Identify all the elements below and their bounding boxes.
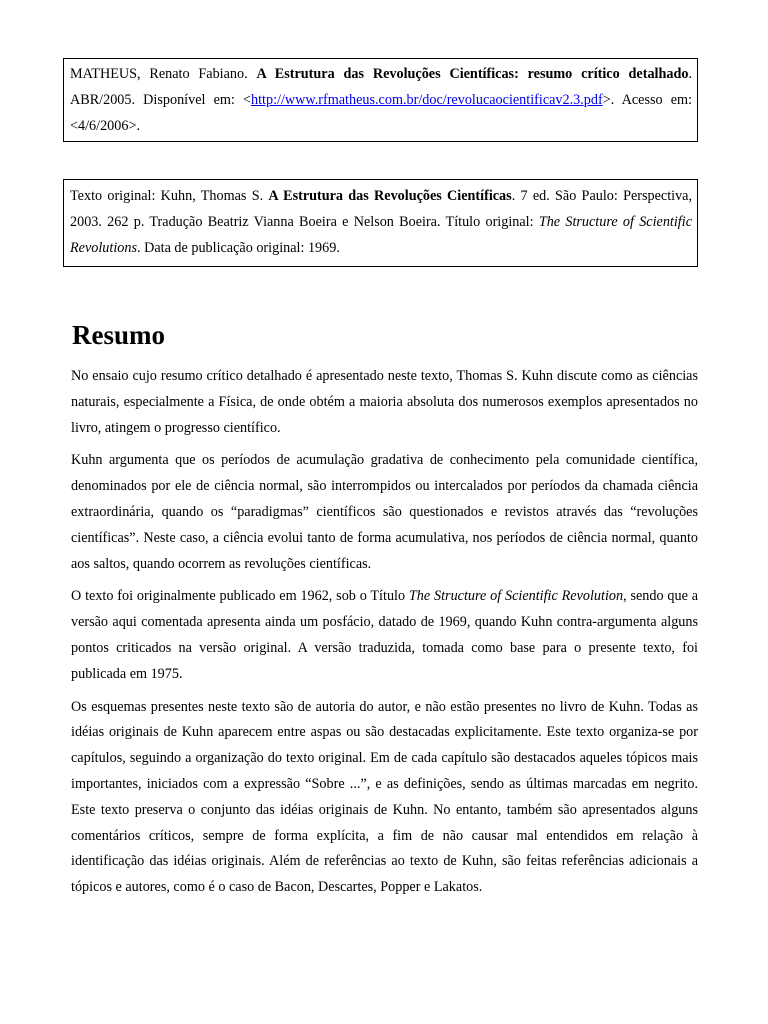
paragraph-4: Os esquemas presentes neste texto são de autoria do autor, e não estão presentes no livro de Kuhn. Todas as idéias originais de Kuhn aparecem entre aspas ou são destacadas explicitamente. Este texto organiza-se por capítulos, seguindo a organização do texto original. Em de cada capítulo são destacados aqueles tópicos mais importantes, iniciados com a expressão “Sobre ...”, e as definições, sendo as últimas marcadas em negrito. Este texto preserva o conjunto das idéias originais de Kuhn. No entanto, também são apresentados alguns comentários críticos, sempre de forma explícita, a fim de não causar mal entendidos em relação à identificação das idéias originais. Além de referências ao texto de Kuhn, são feitas referências adicionais a tópicos e autores, como é o caso de Bacon, Descartes, Popper e Lakatos. bbox=[71, 698, 698, 896]
original-text-prefix: Texto original: Kuhn, Thomas S. bbox=[70, 188, 269, 204]
original-publication-date: . Data de publicação original: 1969. bbox=[136, 240, 340, 256]
original-english-title: The Structure of Scientific Revolutions bbox=[70, 214, 692, 256]
section-heading: Resumo bbox=[72, 320, 165, 350]
paragraph-3 bbox=[71, 584, 698, 687]
citation-author: MATHEUS, Renato Fabiano. bbox=[70, 66, 257, 82]
original-text-box bbox=[63, 179, 698, 267]
original-text-citation bbox=[70, 183, 692, 261]
paragraph-3-end: , sendo que a versão aqui comentada apresenta ainda um posfácio, datado de 1969, quando Kuhn contra-argumenta alguns pontos criticados na versão original. A versão traduzida, tomada como base para o presente texto, foi publicada em 1975. bbox=[71, 588, 698, 682]
paragraph-3-book-title: The Structure of Scientific Revolution bbox=[408, 588, 624, 605]
paragraph-3-start: O texto foi originalmente publicado em 1962, sob o Título bbox=[71, 588, 409, 605]
citation-details: . ABR/2005. Disponível em: < bbox=[70, 66, 692, 108]
original-text-details: . 7 ed. São Paulo: Perspectiva, 2003. 262 p. Tradução Beatriz Vianna Boeira e Nelson Boeira. Título original: bbox=[70, 188, 693, 230]
citation-access-date: >. Acesso em: <4/6/2006>. bbox=[70, 92, 693, 134]
paragraph-1: No ensaio cujo resumo crítico detalhado é apresentado neste texto, Thomas S. Kuhn discute como as ciências naturais, especialmente a Física, de onde obtém a maioria absoluta dos numerosos exemplos apresentados no livro, atingem o progresso científico. bbox=[71, 368, 698, 436]
citation-text bbox=[70, 61, 692, 139]
citation-url-link[interactable]: http://www.rfmatheus.com.br/doc/revolucaocientificav2.3.pdf bbox=[251, 92, 603, 108]
summary-body bbox=[71, 364, 698, 908]
citation-title: A Estrutura das Revoluções Científicas: resumo crítico detalhado bbox=[256, 66, 689, 82]
paragraph-2: Kuhn argumenta que os períodos de acumulação gradativa de conhecimento pela comunidade científica, denominados por ele de ciência normal, são interrompidos ou intercalados por períodos da chamada ciência extraordinária, quando os “paradigmas” científicos são questionados e revistos através das “revoluções científicas”. Neste caso, a ciência evolui tanto de forma acumulativa, nos períodos de ciência normal, quanto aos saltos, quando ocorrem as revoluções científicas. bbox=[71, 452, 698, 572]
citation-box bbox=[63, 58, 698, 142]
original-text-title: A Estrutura das Revoluções Científicas bbox=[268, 188, 512, 204]
